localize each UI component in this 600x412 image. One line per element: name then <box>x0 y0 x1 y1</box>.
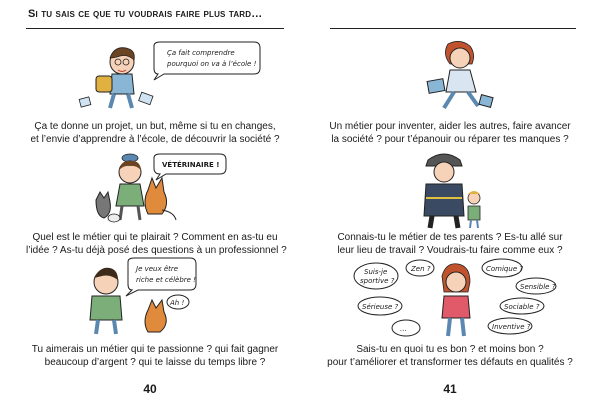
bubble-text-line: sportive ? <box>360 277 395 285</box>
paragraph-line: Un métier pour inventer, aider les autres, faire avancer <box>329 121 571 132</box>
page-number: 40 <box>143 382 157 396</box>
paragraph-line: pour t’améliorer et transformer tes défauts en qualités ? <box>327 357 573 368</box>
page-header: Si tu sais ce que tu voudrais faire plus tard… <box>28 8 263 20</box>
paragraph-line: et l’envie d’apprendre à l’école, de découvrir la société ? <box>30 134 280 145</box>
paragraph <box>26 120 284 146</box>
paragraph-line: Ça te donne un projet, un but, même si tu en changes, <box>34 121 276 132</box>
boy-with-cat-illustration <box>66 258 236 336</box>
paragraph-line: beaucoup d’argent ? qui te laisse du temps libre ? <box>44 357 266 368</box>
paragraph <box>320 120 580 146</box>
paragraph <box>320 231 580 257</box>
bubble-text-line: Ah ! <box>170 299 185 307</box>
bubble-text-line: Comique ? <box>486 265 524 273</box>
paragraph <box>320 343 580 369</box>
firefighter-with-child-illustration <box>410 150 490 230</box>
bubble-text-line: pourquoi on va à l’école ! <box>167 60 257 68</box>
bubble-text-line: Sociable ? <box>504 303 540 311</box>
header-rule <box>26 28 284 29</box>
bubble-text-line: Sensible ? <box>520 283 556 291</box>
bubble-text-line: Sérieuse ? <box>362 303 399 311</box>
bubble-text-line: Inventive ? <box>492 323 531 331</box>
boy-with-schoolbag-illustration <box>70 40 270 112</box>
girl-with-question-bubbles-illustration <box>350 256 560 338</box>
bubble-text-line: … <box>400 325 407 333</box>
bubble-text-line: riche et célèbre ! <box>136 276 196 284</box>
paragraph <box>26 231 287 257</box>
paragraph-line: Quel est le métier qui te plairait ? Comment en as-tu eu <box>32 232 278 243</box>
paragraph-line: Sais-tu en quoi tu es bon ? et moins bon ? <box>356 344 544 355</box>
page-number: 41 <box>443 382 457 396</box>
paragraph-line: Tu aimerais un métier qui te passionne ? qui fait gagner <box>31 344 279 355</box>
bubble-text-line: Zen ? <box>411 265 431 273</box>
paragraph-line: l’idée ? As-tu déjà posé des questions à un professionnel ? <box>26 245 287 256</box>
right-page <box>300 0 600 412</box>
bubble-text-line: Je veux être <box>136 265 179 273</box>
speech-bubble <box>354 263 398 289</box>
woman-walking-illustration <box>420 40 500 112</box>
paragraph <box>26 343 284 369</box>
paragraph-line: la société ? pour t’épanouir ou réparer tes manques ? <box>331 134 569 145</box>
header-rule <box>330 28 576 29</box>
paragraph-line: leur lieu de travail ? Voudrais-tu faire comme eux ? <box>337 245 563 256</box>
paragraph-line: Connais-tu le métier de tes parents ? Es-tu allé sur <box>337 232 563 243</box>
girl-with-pets-illustration <box>90 150 260 226</box>
bubble-text-line: Ça fait comprendre <box>167 49 235 57</box>
bubble-text-line: VÉTÉRINAIRE ! <box>162 161 220 169</box>
bubble-text-line: Suis-je <box>364 268 388 276</box>
